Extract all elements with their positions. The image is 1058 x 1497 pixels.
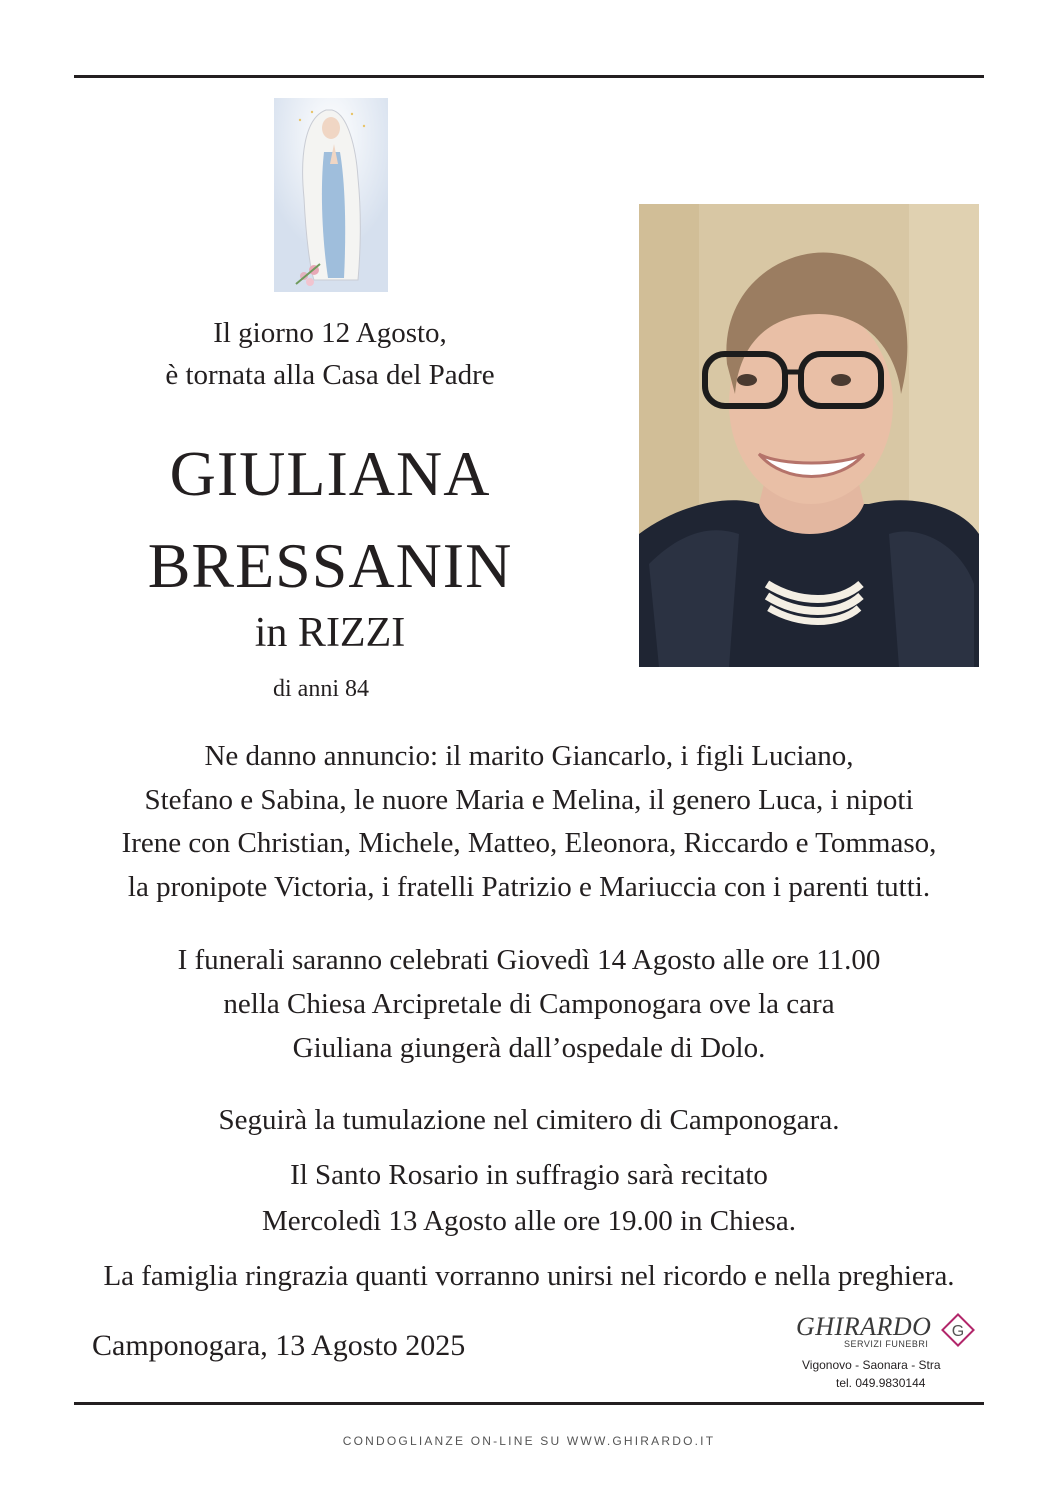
rosary-line: Il Santo Rosario in suffragio sarà recitato [290,1159,768,1191]
logo-subtitle: SERVIZI FUNEBRI [844,1339,929,1349]
logo-mark-letter: G [951,1323,965,1340]
age-text: di anni 84 [273,676,369,702]
funeral-line: Giuliana giungerà dall’ospedale di Dolo. [292,1032,766,1064]
intro-text [80,312,580,396]
burial-text: Seguirà la tumulazione nel cimitero di Camponogara. [218,1104,840,1136]
madonna-icon [274,98,388,292]
bottom-divider [74,1402,984,1405]
top-divider [74,75,984,78]
rosary-details [30,1152,1028,1244]
intro-line-2: è tornata alla Casa del Padre [165,359,495,391]
announcement-line: Stefano e Sabina, le nuore Maria e Melina, il genero Luca, i nipoti [144,783,914,816]
portrait-photo [639,204,979,667]
funeral-home-logo [790,1306,990,1396]
announcement-line: Irene con Christian, Michele, Matteo, Eleonora, Riccardo e Tommaso, [121,827,937,859]
logo-towns: Vigonovo - Saonara - Stra [802,1358,941,1372]
funeral-line: I funerali saranno celebrati Giovedì 14 Agosto alle ore 11.00 [177,944,881,976]
deceased-name [80,428,580,612]
first-name: GIULIANA [169,438,491,509]
logo-phone: tel. 049.9830144 [836,1376,926,1390]
announcement-line: Ne danno annuncio: il marito Giancarlo, i figli Luciano, [204,740,854,772]
announcement-line: la pronipote Victoria, i fratelli Patrizio e Mariuccia con i parenti tutti. [127,870,931,903]
thanks-text: La famiglia ringrazia quanti vorranno unirsi nel ricordo e nella preghiera. [103,1260,955,1292]
rosary-line: Mercoledì 13 Agosto alle ore 19.00 in Chiesa. [262,1205,796,1237]
last-name: BRESSANIN [147,530,513,601]
logo-diamond-icon [940,1312,976,1348]
footer-condolences: CONDOGLIANZE ON-LINE SU WWW.GHIRARDO.IT [342,1434,716,1448]
funeral-details [30,938,1028,1070]
intro-line-1: Il giorno 12 Agosto, [213,317,447,349]
logo-name: GHIRARDO [796,1312,932,1341]
place-date: Camponogara, 13 Agosto 2025 [92,1329,466,1362]
married-name: in RIZZI [254,610,406,656]
announcement [30,735,1028,909]
funeral-line: nella Chiesa Arcipretale di Camponogara ove la cara [223,988,835,1020]
